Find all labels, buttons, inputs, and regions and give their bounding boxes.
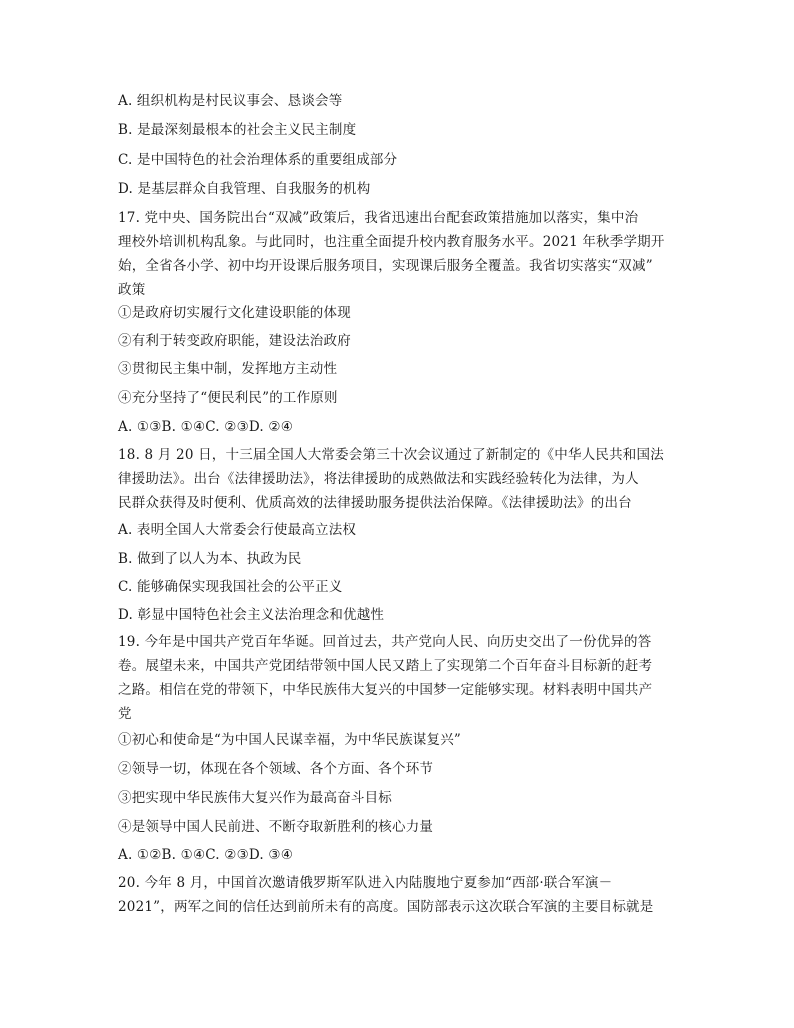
question-17-text: 政策	[118, 282, 146, 298]
option-line: A. 组织机构是村民议事会、恳谈会等	[118, 93, 343, 109]
question-20-text: 20. 今年 8 月，中国首次邀请俄罗斯军队进入内陆腹地宁夏参加“西部·联合军演－	[118, 875, 613, 891]
statement-line: ①是政府切实履行文化建设职能的体现	[118, 305, 351, 321]
option-line: C. 能够确保实现我国社会的公平正义	[118, 579, 343, 595]
question-19-text: 之路。相信在党的带领下，中华民族伟大复兴的中国梦一定能够实现。材料表明中国共产	[118, 682, 653, 698]
option-line: A. 表明全国人大常委会行使最高立法权	[118, 522, 357, 538]
question-18-text: 律援助法》。出台《法律援助法》，将法律援助的成熟做法和实践经验转化为法律，为人	[118, 471, 639, 487]
statement-line: ②有利于转变政府职能，建设法治政府	[118, 333, 351, 349]
question-19-text: 19. 今年是中国共产党百年华诞。回首过去，共产党向人民、向历史交出了一份优异的答	[118, 634, 652, 650]
option-line: C. 是中国特色的社会治理体系的重要组成部分	[118, 152, 398, 168]
statement-line: ④充分坚持了“便民利民”的工作原则	[118, 390, 338, 406]
question-18-text: 民群众获得及时便利、优质高效的法律援助服务提供法治保障。《法律援助法》的出台	[118, 495, 632, 511]
answer-choices: A. ①③B. ①④C. ②③D. ②④	[118, 419, 294, 435]
statement-line: ③贯彻民主集中制，发挥地方主动性	[118, 361, 338, 377]
question-17-text: 理校外培训机构乱象。与此同时，也注重全面提升校内教育服务水平。2021 年秋季学期开	[118, 234, 665, 250]
question-18-text: 18. 8 月 20 日，十三届全国人大常委会第三十次会议通过了新制定的《中华人民共和国法	[118, 447, 664, 463]
question-19-text: 卷。展望未来，中国共产党团结带领中国人民又踏上了实现第二个百年奋斗目标新的赶考	[118, 658, 653, 674]
question-17-text: 17. 党中央、国务院出台“双减”政策后，我省迅速出台配套政策措施加以落实，集中治	[118, 210, 639, 226]
option-line: D. 是基层群众自我管理、自我服务的机构	[118, 181, 371, 197]
statement-line: ②领导一切，体现在各个领域、各个方面、各个环节	[118, 761, 434, 777]
statement-line: ④是领导中国人民前进、不断夺取新胜利的核心力量	[118, 819, 434, 835]
statement-line: ①初心和使命是“为中国人民谋幸福，为中华民族谋复兴”	[118, 732, 462, 748]
question-19-text: 党	[118, 706, 132, 722]
question-17-text: 始，全省各小学、初中均开设课后服务项目，实现课后服务全覆盖。我省切实落实“双减”	[118, 258, 653, 274]
answer-choices: A. ①②B. ①④C. ②③D. ③④	[118, 847, 294, 863]
option-line: D. 彰显中国特色社会主义法治理念和优越性	[118, 607, 385, 623]
statement-line: ③把实现中华民族伟大复兴作为最高奋斗目标	[118, 790, 392, 806]
option-line: B. 是最深刻最根本的社会主义民主制度	[118, 122, 357, 138]
option-line: B. 做到了以人为本、执政为民	[118, 551, 302, 567]
question-20-text: 2021”，两军之间的信任达到前所未有的高度。国防部表示这次联合军演的主要目标就是	[118, 899, 654, 915]
